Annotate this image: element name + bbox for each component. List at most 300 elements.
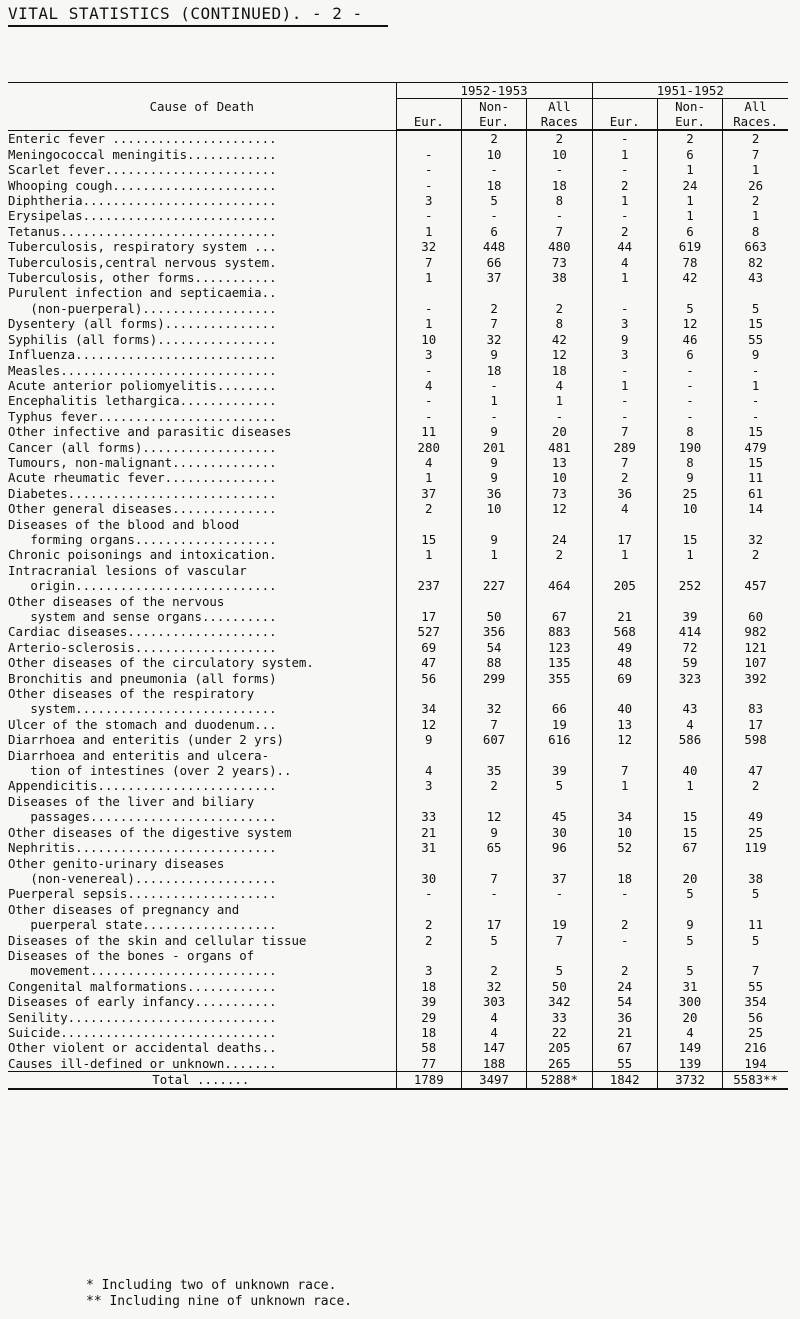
value-cell: 123 (527, 640, 592, 655)
table-row (8, 316, 788, 331)
table-row (8, 948, 788, 963)
cause-cell: Congenital malformations............ (8, 978, 277, 994)
value-cell: 25 (723, 825, 788, 840)
value-cell: 9 (461, 825, 526, 840)
value-cell: 9 (461, 455, 526, 470)
value-cell (723, 902, 788, 917)
value-cell: - (396, 886, 461, 901)
table-row (8, 686, 788, 701)
table-row (8, 517, 788, 532)
value-cell (723, 686, 788, 701)
value-cell: 54 (461, 640, 526, 655)
value-cell: - (461, 378, 526, 393)
value-cell: 15 (723, 316, 788, 331)
value-cell: 7 (592, 763, 657, 778)
value-cell: 663 (723, 239, 788, 254)
cause-cell: Other genito-urinary diseases (8, 855, 225, 871)
value-cell: - (461, 208, 526, 223)
cause-cell: Other general diseases.............. (8, 501, 277, 517)
value-cell (657, 686, 722, 701)
value-cell (527, 794, 592, 809)
value-cell: 619 (657, 239, 722, 254)
value-cell: 42 (657, 270, 722, 285)
value-cell: 39 (527, 763, 592, 778)
total-value-cell: 1842 (592, 1072, 657, 1089)
value-cell (461, 563, 526, 578)
value-cell: 5 (657, 963, 722, 978)
value-cell: 11 (723, 917, 788, 932)
value-cell (592, 285, 657, 300)
value-cell: 480 (527, 239, 592, 254)
cause-cell: Syphilis (all forms)................ (8, 331, 277, 347)
table-row (8, 655, 788, 670)
table-row (8, 501, 788, 516)
value-cell: 36 (461, 486, 526, 501)
value-cell: 25 (723, 1025, 788, 1040)
table-row (8, 424, 788, 439)
footnotes (86, 1278, 352, 1310)
cause-cell: Senility............................ (8, 1009, 277, 1025)
value-cell: 252 (657, 578, 722, 593)
value-cell (527, 594, 592, 609)
value-cell: - (592, 162, 657, 177)
total-row (8, 1072, 788, 1089)
value-cell: 265 (527, 1056, 592, 1072)
table-row (8, 1025, 788, 1040)
value-cell: 12 (592, 732, 657, 747)
cause-cell: Typhus fever........................ (8, 408, 277, 424)
value-cell (461, 686, 526, 701)
value-cell: 5 (657, 301, 722, 316)
value-cell: 1 (592, 547, 657, 562)
value-cell: 1 (461, 547, 526, 562)
value-cell: - (592, 363, 657, 378)
value-cell (527, 686, 592, 701)
table-row (8, 594, 788, 609)
value-cell: 21 (592, 609, 657, 624)
value-cell (461, 794, 526, 809)
value-cell: 37 (396, 486, 461, 501)
table-row (8, 440, 788, 455)
value-cell (461, 902, 526, 917)
value-cell (527, 856, 592, 871)
value-cell: 42 (527, 332, 592, 347)
value-cell: 9 (396, 732, 461, 747)
value-cell: 6 (657, 147, 722, 162)
value-cell (723, 594, 788, 609)
value-cell: 205 (527, 1040, 592, 1055)
table-row (8, 1010, 788, 1025)
value-cell (723, 748, 788, 763)
value-cell: - (396, 301, 461, 316)
value-cell: 1 (592, 778, 657, 793)
cause-cell: Purulent infection and septicaemia.. (8, 285, 277, 301)
value-cell: - (592, 393, 657, 408)
value-cell: 11 (396, 424, 461, 439)
value-cell: 9 (657, 917, 722, 932)
table-row (8, 1040, 788, 1055)
value-cell: 188 (461, 1056, 526, 1072)
value-cell (461, 517, 526, 532)
value-cell: 82 (723, 255, 788, 270)
race-column-header: Eur. (592, 99, 657, 131)
value-cell: - (461, 162, 526, 177)
value-cell: 11 (723, 470, 788, 485)
value-cell: - (396, 409, 461, 424)
value-cell (396, 285, 461, 300)
total-value-cell: 1789 (396, 1072, 461, 1089)
value-cell: 10 (527, 147, 592, 162)
value-cell: 34 (592, 809, 657, 824)
value-cell: 56 (723, 1010, 788, 1025)
value-cell: 15 (723, 455, 788, 470)
value-cell: 3 (592, 347, 657, 362)
value-cell: 323 (657, 671, 722, 686)
cause-cell: Suicide............................. (8, 1024, 277, 1040)
value-cell: 2 (592, 470, 657, 485)
cause-cell: Cardiac diseases.................... (8, 624, 277, 640)
value-cell: 1 (396, 470, 461, 485)
value-cell: 1 (527, 393, 592, 408)
value-cell: 299 (461, 671, 526, 686)
value-cell: 47 (396, 655, 461, 670)
value-cell: 14 (723, 501, 788, 516)
table-row (8, 455, 788, 470)
cause-cell: passages......................... (8, 809, 277, 825)
value-cell: 1 (723, 162, 788, 177)
value-cell: 32 (396, 239, 461, 254)
table-row (8, 270, 788, 285)
table-row (8, 902, 788, 917)
value-cell: - (527, 409, 592, 424)
value-cell: 15 (657, 809, 722, 824)
table-row (8, 470, 788, 485)
value-cell: 149 (657, 1040, 722, 1055)
cause-of-death-table (8, 82, 788, 1090)
value-cell: 47 (723, 763, 788, 778)
cause-cell: Other diseases of pregnancy and (8, 901, 240, 917)
value-cell: 6 (461, 224, 526, 239)
cause-cell: Tuberculosis, respiratory system ... (8, 239, 277, 255)
value-cell: 10 (461, 147, 526, 162)
value-cell: 9 (461, 470, 526, 485)
value-cell: 4 (657, 1025, 722, 1040)
page-header (8, 4, 363, 23)
value-cell: - (461, 409, 526, 424)
value-cell: 35 (461, 763, 526, 778)
value-cell: 1 (396, 547, 461, 562)
race-column-header: All Races (527, 99, 592, 131)
value-cell (657, 517, 722, 532)
value-cell: 49 (723, 809, 788, 824)
table-row (8, 917, 788, 932)
table-row (8, 609, 788, 624)
value-cell: 7 (723, 147, 788, 162)
value-cell: - (396, 208, 461, 223)
race-column-header: Non- Eur. (657, 99, 722, 131)
value-cell (657, 794, 722, 809)
cause-cell: Other diseases of the circulatory system. (8, 655, 314, 671)
cause-cell: Tuberculosis,central nervous system. (8, 254, 277, 270)
value-cell: 2 (396, 917, 461, 932)
value-cell (592, 856, 657, 871)
value-cell: 4 (396, 763, 461, 778)
value-cell: 9 (461, 424, 526, 439)
table-row (8, 1056, 788, 1072)
cause-cell: forming organs................... (8, 531, 277, 547)
value-cell: 32 (723, 532, 788, 547)
cause-cell: Diseases of the blood and blood (8, 516, 240, 532)
value-cell: 356 (461, 624, 526, 639)
value-cell (461, 948, 526, 963)
value-cell (396, 130, 461, 146)
value-cell: 83 (723, 701, 788, 716)
value-cell: - (592, 301, 657, 316)
value-cell: 9 (592, 332, 657, 347)
value-cell: - (396, 393, 461, 408)
value-cell: 19 (527, 917, 592, 932)
value-cell: 65 (461, 840, 526, 855)
value-cell: 88 (461, 655, 526, 670)
value-cell: 568 (592, 624, 657, 639)
cause-cell: Scarlet fever....................... (8, 162, 277, 178)
value-cell: 7 (527, 933, 592, 948)
value-cell: 2 (723, 130, 788, 146)
cause-cell: (non-venereal)................... (8, 870, 277, 886)
value-cell: 2 (592, 917, 657, 932)
value-cell: 1 (396, 316, 461, 331)
value-cell: 18 (396, 979, 461, 994)
value-cell (461, 856, 526, 871)
value-cell: 17 (461, 917, 526, 932)
table-row (8, 162, 788, 177)
value-cell: 21 (396, 825, 461, 840)
cause-cell: Chronic poisonings and intoxication. (8, 547, 277, 563)
value-cell: 78 (657, 255, 722, 270)
value-cell (396, 594, 461, 609)
value-cell: 18 (592, 871, 657, 886)
value-cell (723, 856, 788, 871)
value-cell: 3 (396, 193, 461, 208)
cause-cell: (non-puerperal).................. (8, 300, 277, 316)
value-cell: 2 (396, 933, 461, 948)
value-cell: 982 (723, 624, 788, 639)
value-cell: 2 (723, 193, 788, 208)
table-row (8, 255, 788, 270)
value-cell: 34 (396, 701, 461, 716)
value-cell: 4 (592, 255, 657, 270)
value-cell: 10 (592, 825, 657, 840)
table-row (8, 347, 788, 362)
value-cell: 4 (396, 378, 461, 393)
value-cell: 43 (657, 701, 722, 716)
value-cell (723, 517, 788, 532)
value-cell (527, 563, 592, 578)
value-cell (396, 686, 461, 701)
cause-cell: Ulcer of the stomach and duodenum... (8, 716, 277, 732)
value-cell (396, 856, 461, 871)
cause-cell: Diseases of the bones - organs of (8, 947, 255, 963)
cause-cell: Diarrhoea and enteritis (under 2 yrs) (8, 732, 285, 748)
value-cell: 66 (527, 701, 592, 716)
table-row (8, 393, 788, 408)
value-cell: 25 (657, 486, 722, 501)
value-cell: 1 (723, 208, 788, 223)
race-column-header: All Races. (723, 99, 788, 131)
cause-cell: Other diseases of the respiratory (8, 686, 255, 702)
value-cell: 616 (527, 732, 592, 747)
value-cell: 12 (461, 809, 526, 824)
value-cell: 1 (396, 270, 461, 285)
value-cell: 29 (396, 1010, 461, 1025)
value-cell: 1 (396, 224, 461, 239)
value-cell: 5 (461, 933, 526, 948)
value-cell: 300 (657, 994, 722, 1009)
cause-cell: Diseases of early infancy........... (8, 994, 277, 1010)
cause-cell: system and sense organs.......... (8, 609, 277, 624)
table-row (8, 763, 788, 778)
table-row (8, 578, 788, 593)
table-row (8, 979, 788, 994)
value-cell: 4 (592, 501, 657, 516)
value-cell: 4 (396, 455, 461, 470)
table-row (8, 208, 788, 223)
table-row (8, 193, 788, 208)
table-row (8, 994, 788, 1009)
cause-cell: Cancer (all forms).................. (8, 439, 277, 455)
cause-cell: puerperal state.................. (8, 917, 277, 933)
value-cell: - (592, 130, 657, 146)
table-row (8, 856, 788, 871)
value-cell: 52 (592, 840, 657, 855)
value-cell: 2 (723, 547, 788, 562)
value-cell: 21 (592, 1025, 657, 1040)
value-cell: 38 (723, 871, 788, 886)
value-cell: 2 (527, 130, 592, 146)
value-cell: 2 (396, 501, 461, 516)
cause-cell: Erysipelas.......................... (8, 208, 277, 224)
value-cell: 67 (657, 840, 722, 855)
value-cell: 2 (527, 301, 592, 316)
value-cell: 3 (396, 347, 461, 362)
cause-cell: Bronchitis and pneumonia (all forms) (8, 670, 277, 686)
cause-cell: movement......................... (8, 963, 277, 979)
cause-cell: Meningococcal meningitis............ (8, 146, 277, 162)
value-cell: 9 (657, 470, 722, 485)
value-cell: - (723, 363, 788, 378)
value-cell: 2 (592, 963, 657, 978)
cause-cell: Dysentery (all forms)............... (8, 316, 277, 332)
value-cell: 31 (396, 840, 461, 855)
value-cell: 4 (461, 1010, 526, 1025)
value-cell: 4 (461, 1025, 526, 1040)
value-cell: 7 (461, 717, 526, 732)
value-cell: 1 (592, 378, 657, 393)
value-cell: 216 (723, 1040, 788, 1055)
value-cell: 3 (396, 778, 461, 793)
table-row (8, 840, 788, 855)
table-row (8, 871, 788, 886)
value-cell: 9 (723, 347, 788, 362)
value-cell: 10 (657, 501, 722, 516)
value-cell: - (723, 393, 788, 408)
value-cell: 61 (723, 486, 788, 501)
value-cell: 7 (527, 224, 592, 239)
value-cell: 2 (461, 130, 526, 146)
value-cell: 36 (592, 1010, 657, 1025)
table-row (8, 130, 788, 146)
value-cell: - (657, 393, 722, 408)
race-column-header: Eur. (396, 99, 461, 131)
value-cell: 12 (657, 316, 722, 331)
value-cell: 66 (461, 255, 526, 270)
value-cell (723, 285, 788, 300)
value-cell (723, 948, 788, 963)
table-row (8, 886, 788, 901)
value-cell: 7 (592, 455, 657, 470)
value-cell: - (396, 178, 461, 193)
cause-cell: tion of intestines (over 2 years).. (8, 763, 292, 779)
value-cell: 1 (592, 147, 657, 162)
value-cell: 54 (592, 994, 657, 1009)
value-cell: - (527, 162, 592, 177)
value-cell: 58 (396, 1040, 461, 1055)
value-cell: 414 (657, 624, 722, 639)
table-row (8, 563, 788, 578)
value-cell (592, 748, 657, 763)
cause-cell: Enteric fever ...................... (8, 131, 277, 147)
value-cell: 3 (396, 963, 461, 978)
value-cell: 190 (657, 440, 722, 455)
value-cell: 8 (527, 193, 592, 208)
period-header: 1951-1952 (592, 83, 788, 99)
value-cell: - (527, 208, 592, 223)
value-cell: 49 (592, 640, 657, 655)
page-title: VITAL STATISTICS (CONTINUED). - 2 - (8, 4, 363, 23)
value-cell: 147 (461, 1040, 526, 1055)
cause-cell: Diphtheria.......................... (8, 193, 277, 209)
value-cell: 9 (461, 347, 526, 362)
table-row (8, 378, 788, 393)
value-cell: - (592, 933, 657, 948)
value-cell: 7 (592, 424, 657, 439)
value-cell: - (657, 363, 722, 378)
value-cell: 8 (657, 424, 722, 439)
value-cell: 2 (657, 130, 722, 146)
value-cell: 5 (723, 301, 788, 316)
value-cell: - (723, 409, 788, 424)
value-cell (657, 948, 722, 963)
value-cell: - (396, 363, 461, 378)
value-cell: 30 (396, 871, 461, 886)
cause-cell: Tuberculosis, other forms........... (8, 270, 277, 286)
value-cell: 205 (592, 578, 657, 593)
value-cell (657, 594, 722, 609)
value-cell: 40 (592, 701, 657, 716)
value-cell: 8 (527, 316, 592, 331)
cause-cell: Other violent or accidental deaths.. (8, 1040, 277, 1056)
value-cell: 33 (396, 809, 461, 824)
value-cell: 55 (592, 1056, 657, 1072)
value-cell: 607 (461, 732, 526, 747)
cause-cell: Diseases of the liver and biliary (8, 793, 255, 809)
value-cell: 6 (657, 347, 722, 362)
value-cell: 194 (723, 1056, 788, 1072)
value-cell: 30 (527, 825, 592, 840)
value-cell: 3 (592, 316, 657, 331)
cause-cell: Puerperal sepsis.................... (8, 886, 277, 902)
value-cell: 479 (723, 440, 788, 455)
